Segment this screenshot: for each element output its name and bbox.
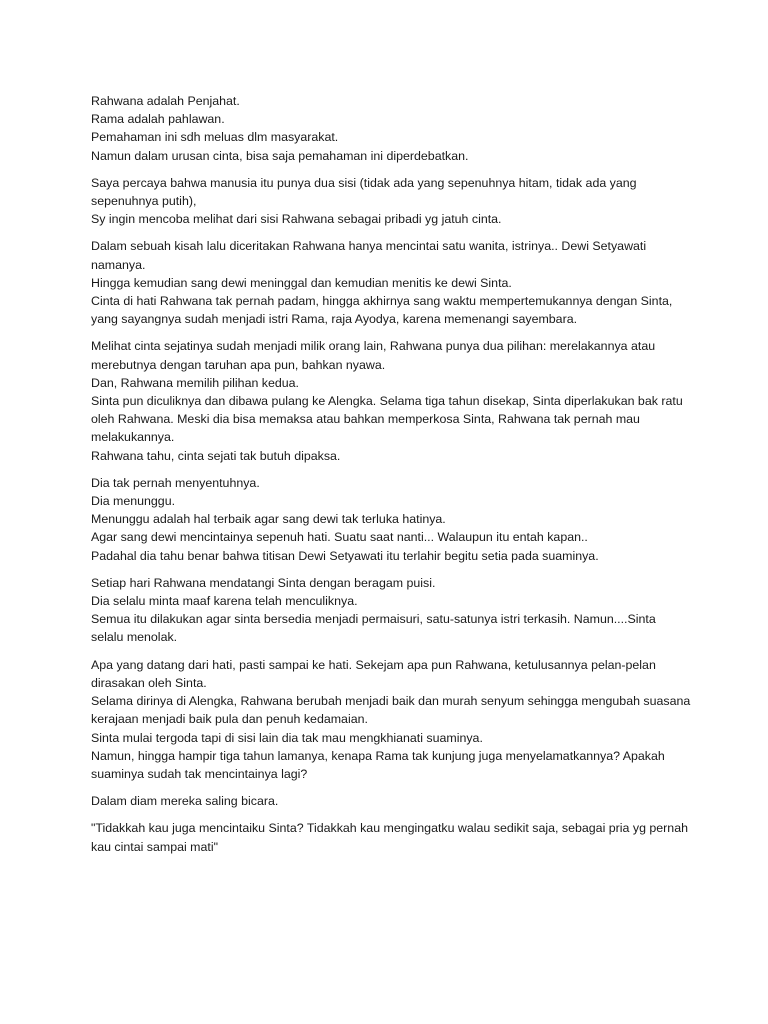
paragraph: [91, 656, 691, 783]
text-line: Rahwana tahu, cinta sejati tak butuh dipaksa.: [91, 448, 341, 463]
text-line: Sinta mulai tergoda tapi di sisi lain dia tak mau mengkhianati suaminya.: [91, 730, 483, 745]
text-line: Saya percaya bahwa manusia itu punya dua sisi (tidak ada yang sepenuhnya hitam, tidak ada yang sepenuhnya putih),: [91, 175, 637, 209]
document-body: [91, 92, 691, 865]
paragraph: [91, 792, 691, 810]
paragraph: [91, 337, 691, 464]
text-line: "Tidakkah kau juga mencintaiku Sinta? Tidakkah kau mengingatku walau sedikit saja, sebagai pria yg pernah kau cintai sampai mati": [91, 821, 688, 854]
text-line: Agar sang dewi mencintainya sepenuh hati. Suatu saat nanti... Walaupun itu entah kapan..: [91, 530, 588, 545]
text-line: Rama adalah pahlawan.: [91, 112, 225, 127]
text-line: Apa yang datang dari hati, pasti sampai ke hati. Sekejam apa pun Rahwana, ketulusannya pelan-pelan dirasakan oleh Sinta.: [91, 657, 656, 690]
text-line: Semua itu dilakukan agar sinta bersedia menjadi permaisuri, satu-satunya istri terkasih. Namun....Sinta selalu menolak.: [91, 612, 656, 645]
text-line: Dia tak pernah menyentuhnya.: [91, 475, 260, 490]
text-line: Hingga kemudian sang dewi meninggal dan kemudian menitis ke dewi Sinta.: [91, 275, 512, 290]
paragraph: [91, 237, 691, 328]
text-line: Setiap hari Rahwana mendatangi Sinta dengan beragam puisi.: [91, 575, 436, 590]
text-line: Dia selalu minta maaf karena telah menculiknya.: [91, 594, 358, 609]
paragraph: [91, 92, 691, 165]
text-line: Dan, Rahwana memilih pilihan kedua.: [91, 375, 300, 390]
text-line: Selama dirinya di Alengka, Rahwana berubah menjadi baik dan murah senyum sehingga mengubah suasana kerajaan menjadi baik pula dan penuh kedamaian.: [91, 694, 691, 727]
text-line: Sy ingin mencoba melihat dari sisi Rahwana sebagai pribadi yg jatuh cinta.: [91, 212, 502, 227]
text-line: Namun, hingga hampir tiga tahun lamanya, kenapa Rama tak kunjung juga menyelamatkannya? Apakah suaminya sudah tak mencintainya lagi?: [91, 748, 665, 781]
text-line: Dalam diam mereka saling bicara.: [91, 794, 279, 809]
paragraph: [91, 819, 691, 855]
paragraph: [91, 574, 691, 647]
text-line: Rahwana adalah Penjahat.: [91, 94, 240, 108]
paragraph: [91, 474, 691, 565]
text-line: Menunggu adalah hal terbaik agar sang dewi tak terluka hatinya.: [91, 512, 446, 527]
text-line: Pemahaman ini sdh meluas dlm masyarakat.: [91, 130, 339, 145]
text-line: Padahal dia tahu benar bahwa titisan Dewi Setyawati itu terlahir begitu setia pada suaminya.: [91, 548, 599, 563]
paragraph: [91, 174, 691, 229]
text-line: Namun dalam urusan cinta, bisa saja pemahaman ini diperdebatkan.: [91, 148, 469, 163]
text-line: Sinta pun diculiknya dan dibawa pulang ke Alengka. Selama tiga tahun disekap, Sinta diperlakukan bak ratu oleh Rahwana. Meski dia bisa memaksa atau bahkan memperkosa Sinta, Rahwana tak pernah mau melakukannya.: [91, 394, 683, 445]
text-line: Dalam sebuah kisah lalu diceritakan Rahwana hanya mencintai satu wanita, istrinya.. Dewi Setyawati namanya.: [91, 239, 647, 272]
text-line: Cinta di hati Rahwana tak pernah padam, hingga akhirnya sang waktu mempertemukannya dengan Sinta, yang sayangnya sudah menjadi istri Rama, raja Ayodya, karena memenangi sayembara.: [91, 294, 673, 327]
text-line: Melihat cinta sejatinya sudah menjadi milik orang lain, Rahwana punya dua pilihan: merelakannya atau merebutnya dengan taruhan apa pun, bahkan nyawa.: [91, 339, 656, 372]
text-line: Dia menunggu.: [91, 494, 176, 509]
